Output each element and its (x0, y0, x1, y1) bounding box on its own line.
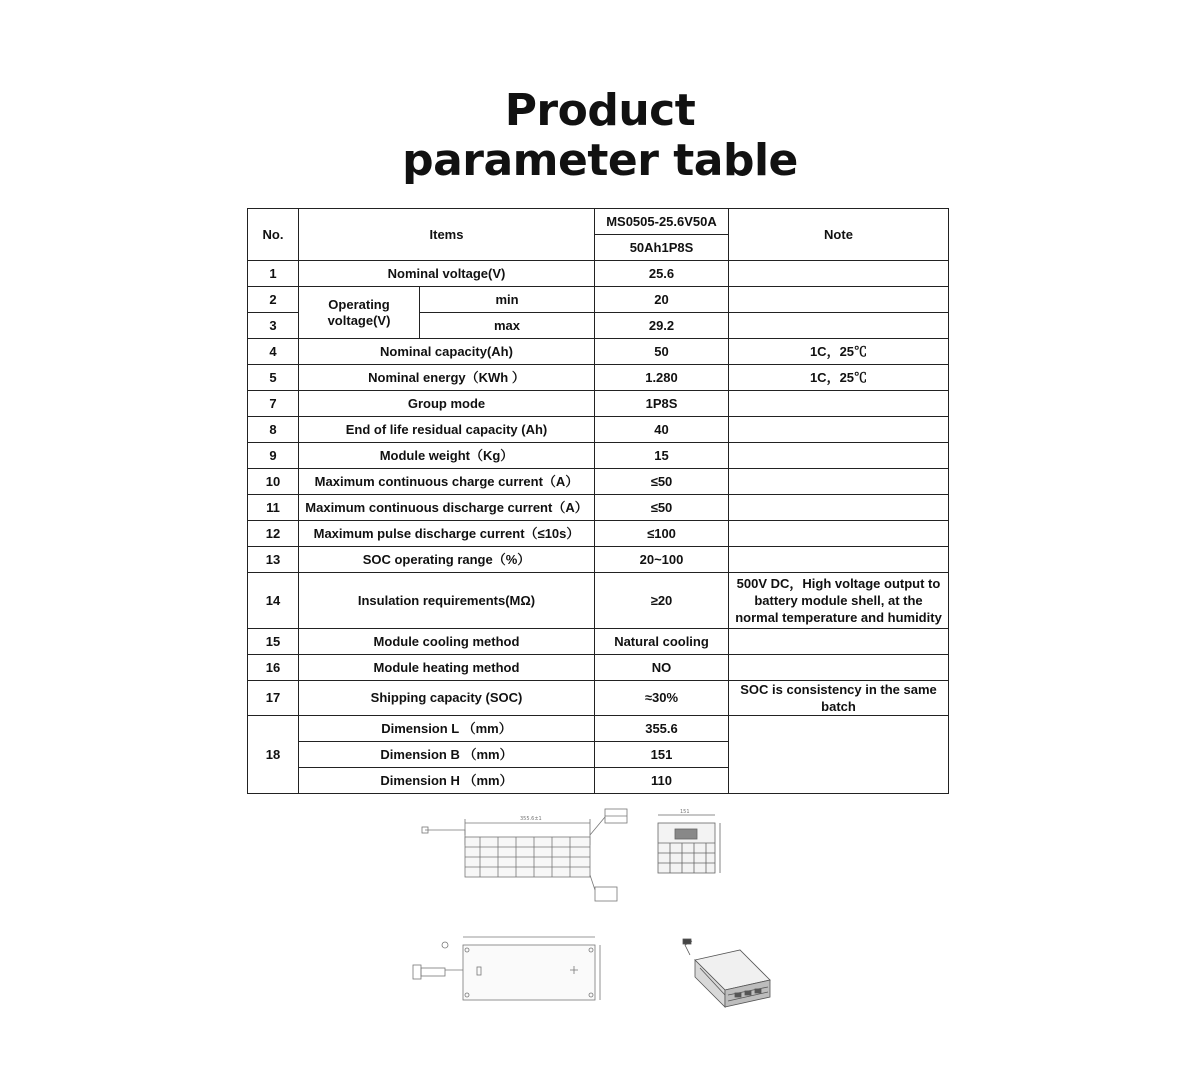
row-value: Natural cooling (595, 629, 729, 655)
table-row (248, 547, 949, 573)
row-note (729, 287, 949, 313)
parameter-table (247, 208, 949, 794)
row-item: Nominal voltage(V) (299, 261, 595, 287)
row-item: Dimension L （mm） (299, 716, 595, 742)
row-no: 1 (248, 261, 299, 287)
top-view-drawing (405, 925, 615, 1015)
table-row (248, 443, 949, 469)
row-value: NO (595, 655, 729, 681)
header-no: No. (248, 209, 299, 261)
row-note (729, 521, 949, 547)
technical-drawings (0, 800, 1200, 1065)
row-note: 1C，25℃ (729, 365, 949, 391)
row-no: 18 (248, 716, 299, 794)
row-no: 13 (248, 547, 299, 573)
row-note (729, 629, 949, 655)
row-no: 9 (248, 443, 299, 469)
row-value: ≥20 (595, 573, 729, 629)
table-header-row (248, 209, 949, 235)
row-note (729, 261, 949, 287)
row-no: 14 (248, 573, 299, 629)
row-item: Module heating method (299, 655, 595, 681)
header-config: 50Ah1P8S (595, 235, 729, 261)
row-note (729, 443, 949, 469)
row-item: Maximum continuous discharge current（A） (299, 495, 595, 521)
header-model: MS0505-25.6V50A (595, 209, 729, 235)
table-row (248, 365, 949, 391)
table-row (248, 655, 949, 681)
row-note (729, 547, 949, 573)
row-value: ≤50 (595, 469, 729, 495)
row-value: ≤50 (595, 495, 729, 521)
row-item: Shipping capacity (SOC) (299, 681, 595, 716)
table-row (248, 495, 949, 521)
dim-width-label: 151 (680, 809, 690, 815)
row-value: 29.2 (595, 313, 729, 339)
side-view-drawing (420, 805, 630, 905)
table-row (248, 287, 949, 313)
row-value: 1.280 (595, 365, 729, 391)
row-no: 11 (248, 495, 299, 521)
row-note (729, 391, 949, 417)
table-row (248, 681, 949, 716)
table-row (248, 417, 949, 443)
table-row (248, 469, 949, 495)
row-item: Maximum pulse discharge current（≤10s） (299, 521, 595, 547)
header-items: Items (299, 209, 595, 261)
table-row (248, 391, 949, 417)
row-value: 20 (595, 287, 729, 313)
row-subitem: min (420, 287, 595, 313)
row-item: End of life residual capacity (Ah) (299, 417, 595, 443)
row-item: Nominal capacity(Ah) (299, 339, 595, 365)
row-value: 1P8S (595, 391, 729, 417)
row-value: 15 (595, 443, 729, 469)
row-value: 151 (595, 742, 729, 768)
row-no: 4 (248, 339, 299, 365)
header-note: Note (729, 209, 949, 261)
table-row (248, 573, 949, 629)
title-line-2: parameter table (402, 135, 798, 186)
row-item: Nominal energy（KWh ） (299, 365, 595, 391)
row-note (729, 417, 949, 443)
row-note: 500V DC，High voltage output to battery module shell, at the normal temperature and humidity (729, 573, 949, 629)
row-item: SOC operating range（%） (299, 547, 595, 573)
row-note (729, 313, 949, 339)
table-row (248, 716, 949, 742)
row-item: Module weight（Kg） (299, 443, 595, 469)
end-view-drawing (650, 805, 730, 885)
title-line-1: Product (504, 85, 696, 136)
table-row (248, 261, 949, 287)
table-row (248, 629, 949, 655)
row-note: SOC is consistency in the same batch (729, 681, 949, 716)
row-item: Group mode (299, 391, 595, 417)
row-no: 17 (248, 681, 299, 716)
row-item: Dimension B （mm） (299, 742, 595, 768)
row-no: 5 (248, 365, 299, 391)
row-item: Module cooling method (299, 629, 595, 655)
row-no: 3 (248, 313, 299, 339)
row-value: 25.6 (595, 261, 729, 287)
row-note (729, 495, 949, 521)
row-value: 355.6 (595, 716, 729, 742)
row-value: 20~100 (595, 547, 729, 573)
isometric-view-drawing (680, 935, 790, 1020)
row-no: 2 (248, 287, 299, 313)
row-value: 50 (595, 339, 729, 365)
row-no: 8 (248, 417, 299, 443)
row-no: 7 (248, 391, 299, 417)
row-value: 110 (595, 768, 729, 794)
row-value: ≈30% (595, 681, 729, 716)
row-note: 1C，25℃ (729, 339, 949, 365)
row-note (729, 469, 949, 495)
row-item: Insulation requirements(MΩ) (299, 573, 595, 629)
table-row (248, 339, 949, 365)
row-subitem: max (420, 313, 595, 339)
row-no: 12 (248, 521, 299, 547)
row-item: Dimension H （mm） (299, 768, 595, 794)
row-value: 40 (595, 417, 729, 443)
row-no: 15 (248, 629, 299, 655)
row-note (729, 655, 949, 681)
row-value: ≤100 (595, 521, 729, 547)
dim-length-label: 355.6±1 (520, 816, 542, 822)
row-group-item: Operating voltage(V) (299, 287, 420, 339)
row-note (729, 716, 949, 794)
page-title (0, 86, 1200, 186)
row-item: Maximum continuous charge current（A） (299, 469, 595, 495)
row-no: 16 (248, 655, 299, 681)
row-no: 10 (248, 469, 299, 495)
table-row (248, 521, 949, 547)
dim-height-label: 110 (680, 1015, 690, 1020)
